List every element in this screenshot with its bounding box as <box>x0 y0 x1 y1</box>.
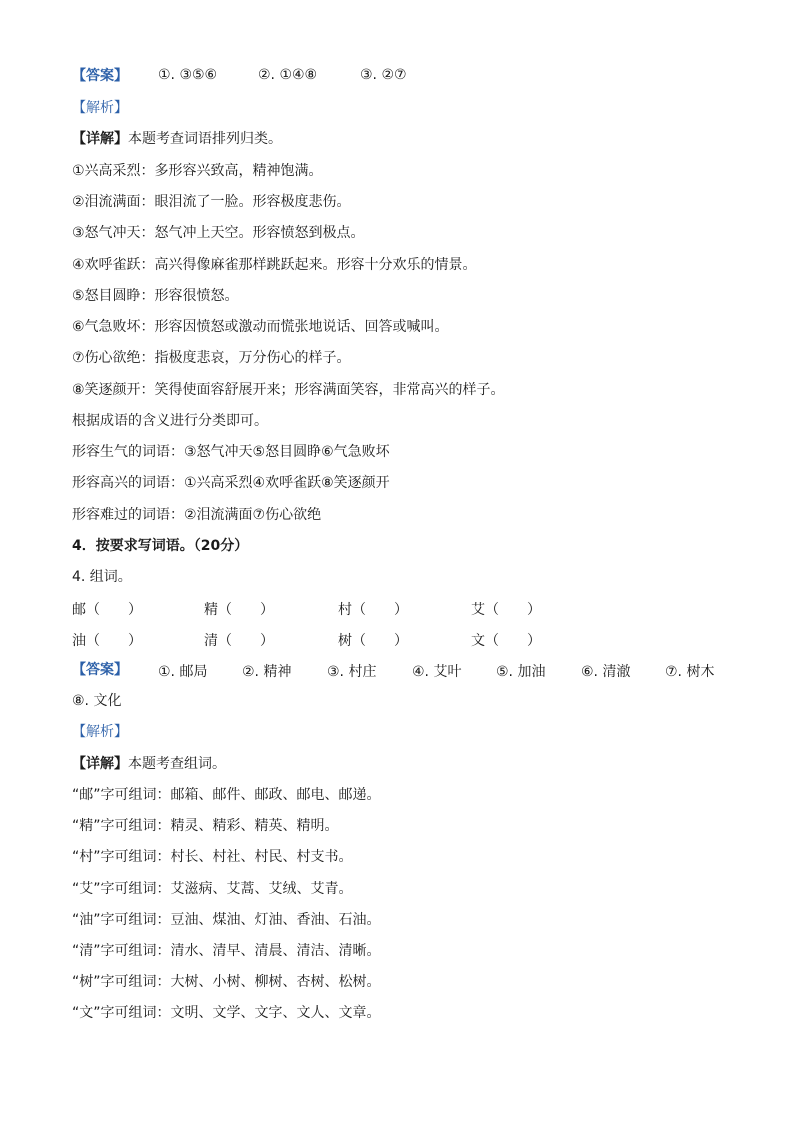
fill-blank: 文（ ） <box>471 633 541 649</box>
fill-blank: 村（ ） <box>338 602 408 618</box>
detail-tag: 【详解】 <box>72 756 128 772</box>
q3-item: 根据成语的含义进行分类即可。 <box>72 413 268 429</box>
q4-analysis-tag: 【解析】 <box>72 724 128 740</box>
q4-answer-line <box>72 661 128 679</box>
q4-answer-last: ⑧. 文化 <box>72 693 122 709</box>
answer-tag: 【答案】 <box>72 662 128 678</box>
q3-answer-2: ②. ①④⑧ <box>258 67 318 83</box>
q4-item: “清”字可组词：清水、清早、清晨、清洁、清晰。 <box>72 943 381 959</box>
q3-item: ⑧笑逐颜开：笑得使面容舒展开来；形容满面笑容，非常高兴的样子。 <box>72 382 505 398</box>
q4-heading: 4．按要求写词语。（20分） <box>72 538 249 554</box>
detail-intro: 本题考查词语排列归类。 <box>128 131 282 147</box>
fill-blank: 油（ ） <box>72 633 142 649</box>
fill-blank: 精（ ） <box>204 602 274 618</box>
q4-sub-heading: 4. 组词。 <box>72 569 132 585</box>
detail-tag: 【详解】 <box>72 131 128 147</box>
q3-item: ①兴高采烈：多形容兴致高，精神饱满。 <box>72 163 323 179</box>
q3-item: 形容生气的词语：③怒气冲天⑤怒目圆睁⑥气急败坏 <box>72 444 390 460</box>
q3-item: ⑥气急败坏：形容因愤怒或激动而慌张地说话、回答或喊叫。 <box>72 319 449 335</box>
q3-answer-3: ③. ②⑦ <box>360 67 407 83</box>
fill-blank: 艾（ ） <box>471 602 541 618</box>
detail-intro: 本题考查组词。 <box>128 756 226 772</box>
q4-detail-line <box>72 755 226 773</box>
q4-answer: ⑥. 清澈 <box>581 664 631 680</box>
fill-blank: 树（ ） <box>338 633 408 649</box>
q4-answer: ④. 艾叶 <box>412 664 462 680</box>
q3-item: 形容难过的词语：②泪流满面⑦伤心欲绝 <box>72 507 322 523</box>
q4-item: “村”字可组词：村长、村社、村民、村支书。 <box>72 849 353 865</box>
q3-item: ③怒气冲天：怒气冲上天空。形容愤怒到极点。 <box>72 225 365 241</box>
q4-answer: ⑦. 树木 <box>665 664 715 680</box>
answer-tag: 【答案】 <box>72 68 128 84</box>
fill-blank: 清（ ） <box>204 633 274 649</box>
q3-item: ④欢呼雀跃：高兴得像麻雀那样跳跃起来。形容十分欢乐的情景。 <box>72 257 477 273</box>
q4-item: “精”字可组词：精灵、精彩、精英、精明。 <box>72 818 339 834</box>
q4-item: “树”字可组词：大树、小树、柳树、杏树、松树。 <box>72 974 381 990</box>
q4-item: “邮”字可组词：邮箱、邮件、邮政、邮电、邮递。 <box>72 787 381 803</box>
q3-item: 形容高兴的词语：①兴高采烈④欢呼雀跃⑧笑逐颜开 <box>72 475 390 491</box>
q3-item: ⑦伤心欲绝：指极度悲哀，万分伤心的样子。 <box>72 350 351 366</box>
q3-detail-line <box>72 130 282 148</box>
q4-answer: ③. 村庄 <box>327 664 377 680</box>
q3-answer-1: ①. ③⑤⑥ <box>158 67 218 83</box>
fill-blank: 邮（ ） <box>72 602 142 618</box>
q4-item: “文”字可组词：文明、文学、文字、文人、文章。 <box>72 1005 381 1021</box>
q4-item: “油”字可组词：豆油、煤油、灯油、香油、石油。 <box>72 912 381 928</box>
q3-item: ②泪流满面：眼泪流了一脸。形容极度悲伤。 <box>72 194 351 210</box>
q4-item: “艾”字可组词：艾滋病、艾蒿、艾绒、艾青。 <box>72 881 353 897</box>
q4-answer: ②. 精神 <box>242 664 292 680</box>
q4-answer: ⑤. 加油 <box>496 664 546 680</box>
q4-answer: ①. 邮局 <box>158 664 208 680</box>
q3-analysis-tag: 【解析】 <box>72 100 128 116</box>
q3-item: ⑤怒目圆睁：形容很愤怒。 <box>72 288 239 304</box>
q3-answer-line <box>72 67 128 85</box>
